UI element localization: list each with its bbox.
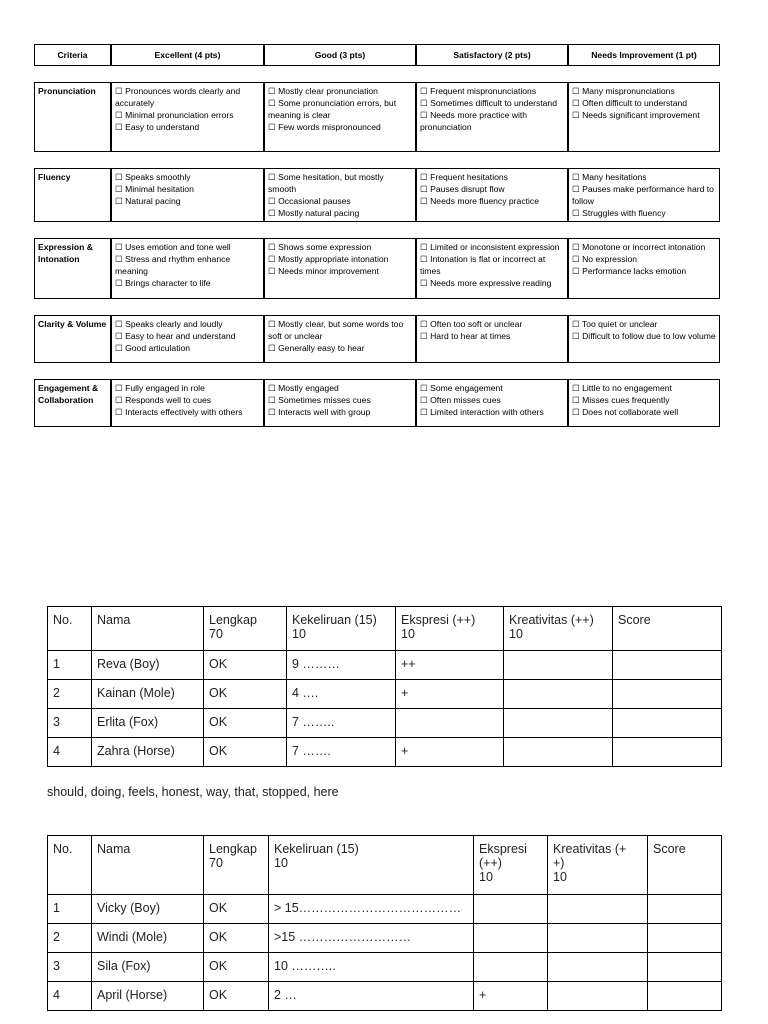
score_table_2-header-text: 70 bbox=[209, 856, 223, 870]
score_table_2-cell: > 15………………………………… bbox=[269, 895, 474, 924]
rubric-row bbox=[34, 238, 720, 299]
rubric-item: ☐ Some pronunciation errors, but meaning is clear bbox=[268, 98, 397, 120]
rubric-cell bbox=[264, 168, 416, 222]
score_table_1-header-cell bbox=[504, 607, 613, 651]
rubric-gap bbox=[34, 222, 720, 238]
rubric-item: ☐ Needs more practice with pronunciation bbox=[420, 110, 528, 132]
score_table_1-cell bbox=[613, 651, 722, 680]
score_table_1-header-text: Score bbox=[618, 613, 651, 627]
score_table_1-cell bbox=[504, 738, 613, 767]
score_table_2-cell bbox=[648, 895, 722, 924]
score_table_1-cell: + bbox=[396, 738, 504, 767]
score_table_2-cell: Vicky (Boy) bbox=[92, 895, 204, 924]
rubric-gap-cell bbox=[34, 299, 720, 315]
rubric-cell bbox=[111, 379, 264, 427]
rubric-item: ☐ Often too soft or unclear bbox=[420, 319, 523, 329]
score_table_1-cell: Zahra (Horse) bbox=[92, 738, 204, 767]
rubric-item: ☐ Mostly clear pronunciation bbox=[268, 86, 378, 96]
score_table_2-cell bbox=[648, 982, 722, 1011]
rubric-item: ☐ Limited interaction with others bbox=[420, 407, 544, 417]
rubric-item: ☐ Difficult to follow due to low volume bbox=[572, 331, 716, 341]
rubric-item: ☐ Many mispronunciations bbox=[572, 86, 675, 96]
rubric-item: ☐ Generally easy to hear bbox=[268, 343, 365, 353]
score_table_1-cell: + bbox=[396, 680, 504, 709]
rubric-cell bbox=[416, 315, 568, 363]
score_table_2-cell bbox=[548, 924, 648, 953]
score_table_2-header-text: 10 bbox=[479, 870, 493, 884]
score_table_1-cell bbox=[504, 709, 613, 738]
rubric-item: ☐ Frequent hesitations bbox=[420, 172, 508, 182]
rubric-item: ☐ Minimal pronunciation errors bbox=[115, 110, 234, 120]
rubric-item: ☐ Pronounces words clearly and accurately bbox=[115, 86, 241, 108]
rubric-item: ☐ Mostly clear, but some words too soft or unclear bbox=[268, 319, 404, 341]
rubric-item: ☐ Frequent mispronunciations bbox=[420, 86, 537, 96]
table-row bbox=[48, 738, 722, 767]
rubric-row bbox=[34, 82, 720, 152]
score_table_2-cell: Sila (Fox) bbox=[92, 953, 204, 982]
score_table_1-header-cell bbox=[92, 607, 204, 651]
score_table_2-header-text: 10 bbox=[274, 856, 288, 870]
rubric-table bbox=[34, 44, 720, 427]
score_table_2-header-cell bbox=[48, 836, 92, 895]
rubric-item: ☐ Performance lacks emotion bbox=[572, 266, 687, 276]
score_table_2-header-text: Nama bbox=[97, 842, 131, 856]
rubric-item: ☐ Sometimes misses cues bbox=[268, 395, 371, 405]
rubric-table-container bbox=[34, 44, 720, 427]
score_table_2-cell bbox=[474, 924, 548, 953]
rubric-cell bbox=[111, 82, 264, 152]
score_table_2-header-text: +) bbox=[553, 856, 565, 870]
rubric-item: ☐ Easy to hear and understand bbox=[115, 331, 236, 341]
rubric-item: ☐ Speaks smoothly bbox=[115, 172, 191, 182]
rubric-criteria: Engagement & Collaboration bbox=[34, 379, 111, 427]
rubric-item: ☐ Fully engaged in role bbox=[115, 383, 205, 393]
score_table_2-cell: April (Horse) bbox=[92, 982, 204, 1011]
rubric-item: ☐ Some hesitation, but mostly smooth bbox=[268, 172, 384, 194]
score_table_2-cell: + bbox=[474, 982, 548, 1011]
score_table_2-cell bbox=[548, 953, 648, 982]
rubric-gap-cell bbox=[34, 363, 720, 379]
score_table_1-cell: 1 bbox=[48, 651, 92, 680]
score_table_1-header-text: Nama bbox=[97, 613, 131, 627]
score_table_2-header-text: Score bbox=[653, 842, 686, 856]
score_table_2-cell bbox=[648, 924, 722, 953]
rubric-item: ☐ Shows some expression bbox=[268, 242, 372, 252]
table-row bbox=[48, 895, 722, 924]
rubric-item: ☐ Pauses disrupt flow bbox=[420, 184, 505, 194]
rubric-item: ☐ Uses emotion and tone well bbox=[115, 242, 231, 252]
score_table_2-header-text: (++) bbox=[479, 856, 502, 870]
score_table_2-cell: OK bbox=[204, 953, 269, 982]
score_table_1-cell: OK bbox=[204, 709, 287, 738]
score_table_1-cell: 7 ……. bbox=[287, 738, 396, 767]
score-table-1-header-row bbox=[48, 607, 722, 651]
rubric-item: ☐ Needs more fluency practice bbox=[420, 196, 539, 206]
table-row bbox=[48, 953, 722, 982]
rubric-item: ☐ No expression bbox=[572, 254, 638, 264]
rubric-header-excellent: Excellent (4 pts) bbox=[111, 44, 264, 66]
rubric-criteria: Expression & Intonation bbox=[34, 238, 111, 299]
rubric-item: ☐ Sometimes difficult to understand bbox=[420, 98, 557, 108]
score_table_2-header-cell bbox=[92, 836, 204, 895]
rubric-cell bbox=[568, 82, 720, 152]
score_table_1-cell: 9 ……… bbox=[287, 651, 396, 680]
rubric-item: ☐ Mostly engaged bbox=[268, 383, 339, 393]
score_table_1-cell bbox=[613, 680, 722, 709]
score_table_2-cell: OK bbox=[204, 895, 269, 924]
score-table-2 bbox=[47, 835, 722, 1011]
score_table_1-header-text: No. bbox=[53, 613, 73, 627]
rubric-item: ☐ Limited or inconsistent expression bbox=[420, 242, 560, 252]
rubric-item: ☐ Natural pacing bbox=[115, 196, 181, 206]
rubric-cell bbox=[111, 168, 264, 222]
score_table_2-header-text: Ekspresi bbox=[479, 842, 527, 856]
rubric-item: ☐ Misses cues frequently bbox=[572, 395, 670, 405]
rubric-item: ☐ Often misses cues bbox=[420, 395, 501, 405]
rubric-header-row bbox=[34, 44, 720, 66]
score_table_2-header-text: Lengkap bbox=[209, 842, 257, 856]
rubric-cell bbox=[568, 315, 720, 363]
rubric-item: ☐ Speaks clearly and loudly bbox=[115, 319, 223, 329]
score_table_2-header-cell bbox=[204, 836, 269, 895]
table-row bbox=[48, 924, 722, 953]
rubric-criteria: Pronunciation bbox=[34, 82, 111, 152]
score_table_2-cell bbox=[648, 953, 722, 982]
rubric-item: ☐ Occasional pauses bbox=[268, 196, 351, 206]
rubric-cell bbox=[264, 82, 416, 152]
rubric-item: ☐ Intonation is flat or incorrect at times bbox=[420, 254, 546, 276]
score_table_2-cell: 4 bbox=[48, 982, 92, 1011]
score_table_1-header-text: 10 bbox=[401, 627, 415, 641]
score_table_2-header-cell bbox=[474, 836, 548, 895]
score_table_2-cell: OK bbox=[204, 924, 269, 953]
score_table_2-cell: 2 … bbox=[269, 982, 474, 1011]
rubric-gap-cell bbox=[34, 66, 720, 82]
table-row bbox=[48, 709, 722, 738]
rubric-item: ☐ Needs significant improvement bbox=[572, 110, 700, 120]
score_table_1-header-text: Ekspresi (++) bbox=[401, 613, 476, 627]
rubric-cell bbox=[264, 379, 416, 427]
score_table_1-header-cell bbox=[48, 607, 92, 651]
score_table_2-cell: 3 bbox=[48, 953, 92, 982]
score_table_2-cell bbox=[474, 895, 548, 924]
rubric-item: ☐ Does not collaborate well bbox=[572, 407, 679, 417]
table-row bbox=[48, 651, 722, 680]
rubric-criteria: Fluency bbox=[34, 168, 111, 222]
rubric-cell bbox=[111, 315, 264, 363]
rubric-header-satisfactory: Satisfactory (2 pts) bbox=[416, 44, 568, 66]
score_table_1-header-text: 10 bbox=[509, 627, 523, 641]
score_table_2-cell: OK bbox=[204, 982, 269, 1011]
rubric-cell bbox=[416, 82, 568, 152]
rubric-cell bbox=[568, 168, 720, 222]
rubric-header-needs-improvement: Needs Improvement (1 pt) bbox=[568, 44, 720, 66]
score_table_2-cell: 1 bbox=[48, 895, 92, 924]
score_table_2-cell: 10 ……….. bbox=[269, 953, 474, 982]
rubric-header-good: Good (3 pts) bbox=[264, 44, 416, 66]
score_table_1-cell: OK bbox=[204, 680, 287, 709]
score_table_1-cell bbox=[396, 709, 504, 738]
rubric-header-criteria: Criteria bbox=[34, 44, 111, 66]
score_table_1-cell bbox=[613, 738, 722, 767]
score_table_2-header-text: Kreativitas (+ bbox=[553, 842, 627, 856]
rubric-item: ☐ Responds well to cues bbox=[115, 395, 212, 405]
score_table_1-header-text: Kreativitas (++) bbox=[509, 613, 594, 627]
score_table_2-cell bbox=[548, 895, 648, 924]
table-row bbox=[48, 982, 722, 1011]
rubric-item: ☐ Too quiet or unclear bbox=[572, 319, 658, 329]
score_table_1-cell: OK bbox=[204, 651, 287, 680]
score_table_1-cell: Reva (Boy) bbox=[92, 651, 204, 680]
score_table_1-header-cell bbox=[204, 607, 287, 651]
rubric-gap bbox=[34, 66, 720, 82]
score_table_1-cell: ++ bbox=[396, 651, 504, 680]
rubric-item: ☐ Pauses make performance hard to follow bbox=[572, 184, 714, 206]
score_table_2-cell: Windi (Mole) bbox=[92, 924, 204, 953]
rubric-cell bbox=[568, 238, 720, 299]
score_table_1-cell: Kainan (Mole) bbox=[92, 680, 204, 709]
score_table_2-header-text: 10 bbox=[553, 870, 567, 884]
score_table_1-header-cell bbox=[287, 607, 396, 651]
score_table_2-cell bbox=[474, 953, 548, 982]
rubric-item: ☐ Stress and rhythm enhance meaning bbox=[115, 254, 231, 276]
rubric-item: ☐ Minimal hesitation bbox=[115, 184, 194, 194]
score_table_1-cell: 7 …….. bbox=[287, 709, 396, 738]
rubric-gap bbox=[34, 299, 720, 315]
rubric-cell bbox=[568, 379, 720, 427]
rubric-item: ☐ Easy to understand bbox=[115, 122, 200, 132]
rubric-item: ☐ Few words mispronounced bbox=[268, 122, 381, 132]
score_table_2-header-cell bbox=[648, 836, 722, 895]
rubric-cell bbox=[416, 238, 568, 299]
rubric-gap-cell bbox=[34, 152, 720, 168]
rubric-item: ☐ Many hesitations bbox=[572, 172, 647, 182]
rubric-row bbox=[34, 168, 720, 222]
rubric-item: ☐ Some engagement bbox=[420, 383, 503, 393]
score-table-1 bbox=[47, 606, 722, 767]
score_table_2-cell: >15 ……………………… bbox=[269, 924, 474, 953]
rubric-cell bbox=[416, 168, 568, 222]
rubric-item: ☐ Good articulation bbox=[115, 343, 191, 353]
rubric-item: ☐ Often difficult to understand bbox=[572, 98, 688, 108]
score_table_1-header-text: 70 bbox=[209, 627, 223, 641]
score_table_2-cell bbox=[548, 982, 648, 1011]
rubric-item: ☐ Monotone or incorrect intonation bbox=[572, 242, 706, 252]
rubric-cell bbox=[111, 238, 264, 299]
score_table_2-header-cell bbox=[269, 836, 474, 895]
rubric-item: ☐ Mostly natural pacing bbox=[268, 208, 360, 218]
rubric-gap bbox=[34, 363, 720, 379]
rubric-row bbox=[34, 379, 720, 427]
score_table_1-header-cell bbox=[396, 607, 504, 651]
score_table_1-cell bbox=[613, 709, 722, 738]
word-list: should, doing, feels, honest, way, that, stopped, here bbox=[47, 785, 339, 799]
rubric-row bbox=[34, 315, 720, 363]
rubric-item: ☐ Little to no engagement bbox=[572, 383, 672, 393]
rubric-cell bbox=[416, 379, 568, 427]
score_table_1-cell: 4 bbox=[48, 738, 92, 767]
score_table_1-header-text: Lengkap bbox=[209, 613, 257, 627]
table-row bbox=[48, 680, 722, 709]
score_table_1-cell: 2 bbox=[48, 680, 92, 709]
rubric-item: ☐ Mostly appropriate intonation bbox=[268, 254, 389, 264]
score_table_1-cell: 3 bbox=[48, 709, 92, 738]
rubric-item: ☐ Struggles with fluency bbox=[572, 208, 666, 218]
rubric-cell bbox=[264, 315, 416, 363]
score-table-2-header-row bbox=[48, 836, 722, 895]
rubric-item: ☐ Needs minor improvement bbox=[268, 266, 379, 276]
score_table_2-cell: 2 bbox=[48, 924, 92, 953]
rubric-gap-cell bbox=[34, 222, 720, 238]
score_table_1-cell: 4 …. bbox=[287, 680, 396, 709]
rubric-item: ☐ Brings character to life bbox=[115, 278, 211, 288]
score_table_1-header-text: 10 bbox=[292, 627, 306, 641]
score_table_2-header-text: No. bbox=[53, 842, 73, 856]
score_table_1-header-cell bbox=[613, 607, 722, 651]
score_table_1-cell bbox=[504, 680, 613, 709]
score_table_1-cell: OK bbox=[204, 738, 287, 767]
rubric-item: ☐ Needs more expressive reading bbox=[420, 278, 552, 288]
score_table_1-cell bbox=[504, 651, 613, 680]
score_table_1-header-text: Kekeliruan (15) bbox=[292, 613, 377, 627]
rubric-item: ☐ Hard to hear at times bbox=[420, 331, 511, 341]
rubric-item: ☐ Interacts well with group bbox=[268, 407, 371, 417]
rubric-criteria: Clarity & Volume bbox=[34, 315, 111, 363]
score_table_2-header-text: Kekeliruan (15) bbox=[274, 842, 359, 856]
rubric-gap bbox=[34, 152, 720, 168]
score_table_2-header-cell bbox=[548, 836, 648, 895]
score_table_1-cell: Erlita (Fox) bbox=[92, 709, 204, 738]
rubric-cell bbox=[264, 238, 416, 299]
rubric-item: ☐ Interacts effectively with others bbox=[115, 407, 243, 417]
